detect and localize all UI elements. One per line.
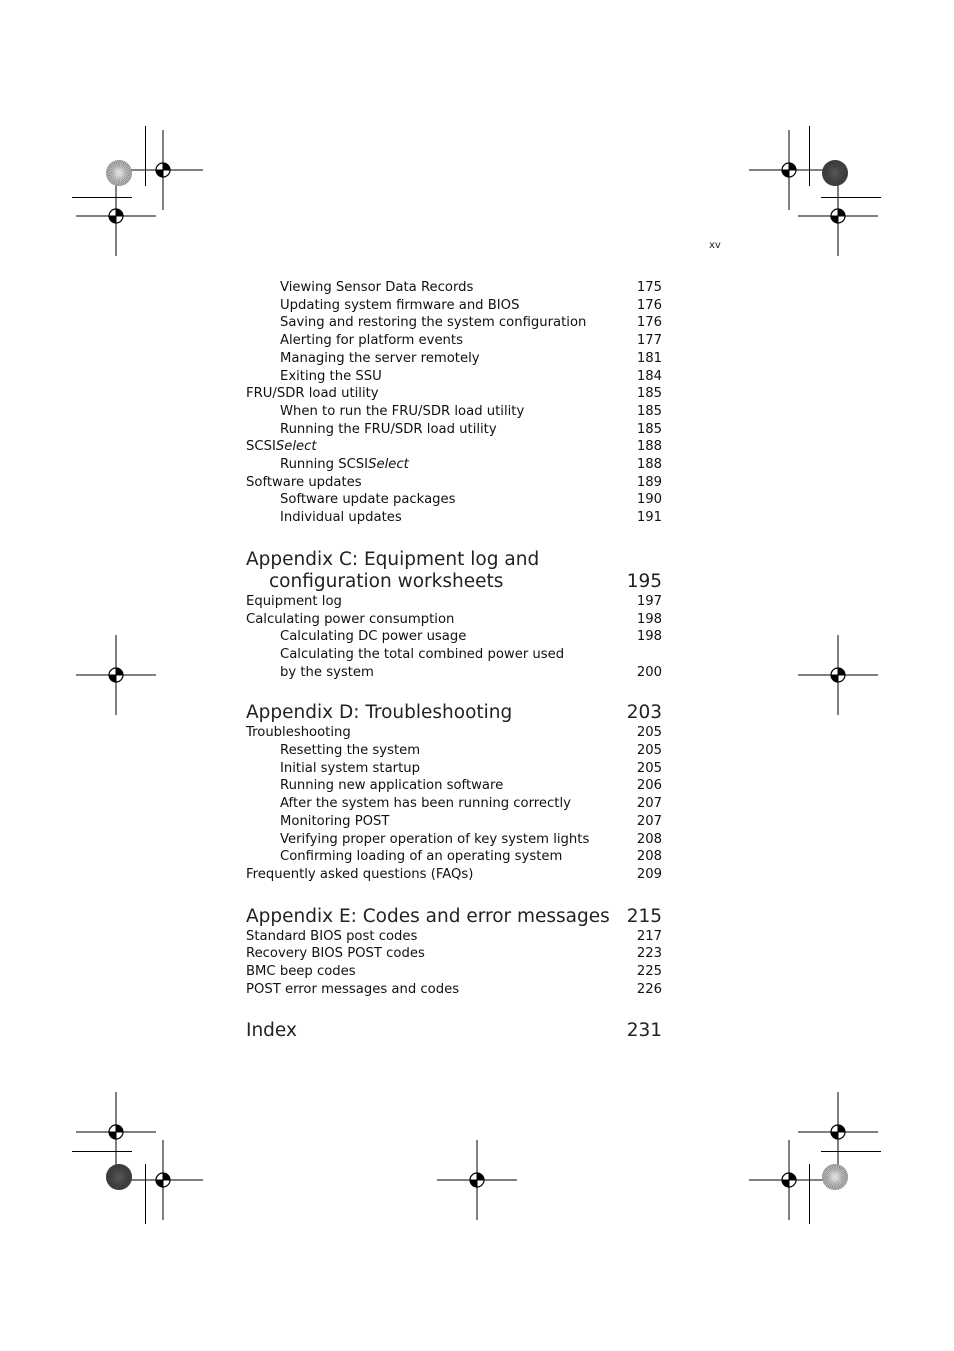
toc-entry	[246, 646, 662, 681]
toc-entry-text: Alerting for platform events	[280, 333, 463, 349]
toc-entry	[246, 742, 662, 760]
toc-entry-page: 198	[636, 629, 662, 645]
toc-entry-page: 207	[636, 813, 662, 829]
toc-entry	[246, 611, 662, 629]
toc-entry-text: Software updates	[246, 474, 362, 490]
toc-entry-text: POST error messages and codes	[246, 981, 460, 997]
toc-entry	[246, 981, 662, 999]
toc-entry-page: 198	[636, 611, 662, 627]
toc-entry-title	[246, 981, 662, 999]
toc-entry-text: Calculating power consumption	[246, 611, 455, 627]
toc-entry	[246, 368, 662, 386]
toc-entry	[246, 777, 662, 795]
toc-entry-page: 176	[636, 315, 662, 331]
toc-entry-text: Software update packages	[280, 492, 456, 508]
toc-entry-text: FRU/SDR load utility	[246, 386, 379, 402]
section-heading-title	[246, 906, 662, 928]
toc-entry-title	[280, 509, 662, 527]
registration-mark-icon	[437, 1140, 517, 1220]
toc-entry-page: 226	[636, 981, 662, 997]
color-target-icon	[105, 1163, 133, 1191]
toc-entry	[246, 795, 662, 813]
toc-entry-continuation: by the system	[280, 664, 374, 680]
toc-entry-text: When to run the FRU/SDR load utility	[280, 403, 525, 419]
toc-entry	[246, 724, 662, 742]
toc-entry-title	[280, 421, 662, 439]
section-heading-title	[246, 549, 662, 593]
toc-entry	[246, 848, 662, 866]
toc-entry-page: 223	[636, 946, 662, 962]
toc-entry-title	[280, 742, 662, 760]
toc-entry-title	[280, 813, 662, 831]
toc-entry-title	[280, 795, 662, 813]
crop-line	[809, 1164, 810, 1224]
section-heading-page: 231	[626, 1019, 662, 1041]
toc-entry-text: Managing the server remotely	[280, 350, 480, 366]
toc-entry-italic: Select	[275, 439, 317, 455]
toc-entry-title	[280, 297, 662, 315]
table-of-contents	[246, 279, 662, 1042]
crop-line	[72, 197, 132, 198]
toc-entry-page: 209	[636, 866, 662, 882]
crop-line	[821, 197, 881, 198]
toc-entry-title	[280, 646, 662, 664]
heading-line: Index	[246, 1019, 297, 1041]
toc-entry-text: SCSI	[246, 439, 276, 455]
section-heading-page: 203	[626, 702, 662, 724]
heading-line: Appendix E: Codes and error messages	[246, 905, 610, 927]
toc-entry-text: Calculating the total combined power used	[280, 646, 565, 662]
toc-entry-title	[280, 332, 662, 350]
toc-entry-page: 205	[636, 725, 662, 741]
section-heading-title	[246, 1020, 662, 1042]
toc-entry-title	[280, 491, 662, 509]
toc-entry-italic: Select	[368, 457, 409, 473]
toc-entry-text: Confirming loading of an operating system	[280, 849, 563, 865]
registration-mark-icon	[749, 1140, 829, 1220]
toc-entry	[246, 509, 662, 527]
heading-line: Appendix D: Troubleshooting	[246, 702, 513, 724]
toc-entry-text: Standard BIOS post codes	[246, 928, 418, 944]
toc-entry-page: 217	[636, 928, 662, 944]
toc-entry	[246, 279, 662, 297]
section-heading-page: 195	[626, 570, 662, 592]
toc-entry-text: Resetting the system	[280, 743, 421, 759]
crop-line	[72, 1151, 132, 1152]
toc-entry-title	[280, 314, 662, 332]
toc-entry-title	[246, 611, 662, 629]
toc-entry-text: Verifying proper operation of key system lights	[280, 831, 590, 847]
toc-entry	[246, 385, 662, 403]
toc-entry-title	[280, 848, 662, 866]
toc-entry-title	[280, 777, 662, 795]
toc-entry-title	[246, 928, 662, 946]
toc-entry	[246, 928, 662, 946]
toc-entry-page: 181	[636, 350, 662, 366]
toc-entry-page: 190	[636, 492, 662, 508]
toc-entry	[246, 350, 662, 368]
toc-entry-page: 175	[636, 280, 662, 295]
registration-mark-icon	[798, 176, 878, 256]
toc-entry	[246, 297, 662, 315]
toc-entry	[246, 438, 662, 456]
toc-entry-title	[280, 350, 662, 368]
toc-entry	[246, 628, 662, 646]
heading-line: Appendix C: Equipment log and	[246, 548, 540, 570]
section-heading-title	[246, 702, 662, 724]
toc-entry	[246, 491, 662, 509]
toc-entry-title	[246, 593, 662, 611]
toc-entry-title	[246, 724, 662, 742]
toc-entry	[246, 866, 662, 884]
toc-entry-text: Recovery BIOS POST codes	[246, 946, 425, 962]
toc-entry-title	[246, 963, 662, 981]
heading-line: configuration worksheets	[269, 570, 504, 592]
registration-mark-icon	[123, 1140, 203, 1220]
crop-line	[145, 1164, 146, 1224]
toc-entry-text: Troubleshooting	[246, 725, 351, 741]
toc-entry-title	[280, 760, 662, 778]
toc-entry-page: 205	[636, 743, 662, 759]
toc-entry-title	[280, 831, 662, 849]
toc-entry-text: Individual updates	[280, 510, 402, 526]
page-number: xv	[709, 240, 721, 251]
toc-entry	[246, 421, 662, 439]
toc-entry-text: Saving and restoring the system configuration	[280, 315, 587, 331]
toc-entry-text: Running SCSI	[280, 457, 369, 473]
toc-entry-text: Running new application software	[280, 778, 504, 794]
toc-entry-page: 207	[636, 796, 662, 812]
toc-entry	[246, 945, 662, 963]
toc-entry-title	[246, 945, 662, 963]
registration-mark-icon	[798, 635, 878, 715]
toc-entry-text: BMC beep codes	[246, 964, 356, 980]
toc-entry-title	[280, 279, 662, 297]
registration-mark-icon	[76, 635, 156, 715]
toc-entry	[246, 403, 662, 421]
toc-entry-title	[246, 438, 662, 456]
toc-entry-page: 188	[636, 457, 662, 473]
toc-entry-title	[246, 866, 662, 884]
toc-entry	[246, 760, 662, 778]
toc-entry	[246, 314, 662, 332]
toc-entry-title	[280, 456, 662, 474]
toc-entry-page: 176	[636, 297, 662, 313]
section-heading	[246, 906, 662, 928]
toc-entry	[246, 831, 662, 849]
section-heading-page: 215	[626, 905, 662, 927]
toc-entry-text: Running the FRU/SDR load utility	[280, 421, 497, 437]
toc-entry-title	[280, 368, 662, 386]
toc-entry-text: Equipment log	[246, 593, 342, 609]
toc-entry	[246, 813, 662, 831]
section-heading	[246, 702, 662, 724]
toc-entry	[246, 963, 662, 981]
toc-entry-text: After the system has been running correctly	[280, 796, 571, 812]
toc-entry-text: Calculating DC power usage	[280, 629, 467, 645]
toc-entry-page: 200	[636, 664, 662, 680]
toc-entry-title	[280, 628, 662, 646]
toc-entry-page: 177	[636, 333, 662, 349]
section-heading	[246, 1020, 662, 1042]
registration-mark-icon	[76, 176, 156, 256]
toc-entry-title	[246, 385, 662, 403]
toc-entry	[246, 456, 662, 474]
toc-entry-text: Initial system startup	[280, 760, 420, 776]
toc-entry	[246, 474, 662, 492]
toc-entry	[246, 332, 662, 350]
crop-line	[821, 1151, 881, 1152]
color-target-icon	[821, 159, 849, 187]
color-target-icon	[105, 159, 133, 187]
toc-entry-page: 185	[636, 421, 662, 437]
crop-line	[145, 126, 146, 186]
toc-entry	[246, 593, 662, 611]
toc-entry-title	[246, 474, 662, 492]
toc-entry-text: Frequently asked questions (FAQs)	[246, 866, 474, 882]
toc-entry-page: 191	[636, 510, 662, 526]
toc-entry-page: 205	[636, 760, 662, 776]
toc-entry-page: 184	[636, 368, 662, 384]
toc-entry-text: Viewing Sensor Data Records	[280, 280, 474, 295]
crop-line	[809, 126, 810, 186]
toc-entry-page: 189	[636, 474, 662, 490]
toc-entry-page: 208	[636, 831, 662, 847]
color-target-icon	[821, 1163, 849, 1191]
toc-entry-page: 197	[636, 593, 662, 609]
toc-entry-title	[280, 403, 662, 421]
toc-entry-text: Monitoring POST	[280, 813, 390, 829]
toc-entry-page: 225	[636, 964, 662, 980]
toc-entry-page: 206	[636, 778, 662, 794]
toc-entry-page: 208	[636, 849, 662, 865]
toc-entry-page: 188	[636, 439, 662, 455]
toc-entry-text: Exiting the SSU	[280, 368, 382, 384]
section-heading	[246, 549, 662, 593]
toc-entry-page: 185	[636, 386, 662, 402]
toc-entry-text: Updating system firmware and BIOS	[280, 297, 520, 313]
toc-entry-page: 185	[636, 403, 662, 419]
